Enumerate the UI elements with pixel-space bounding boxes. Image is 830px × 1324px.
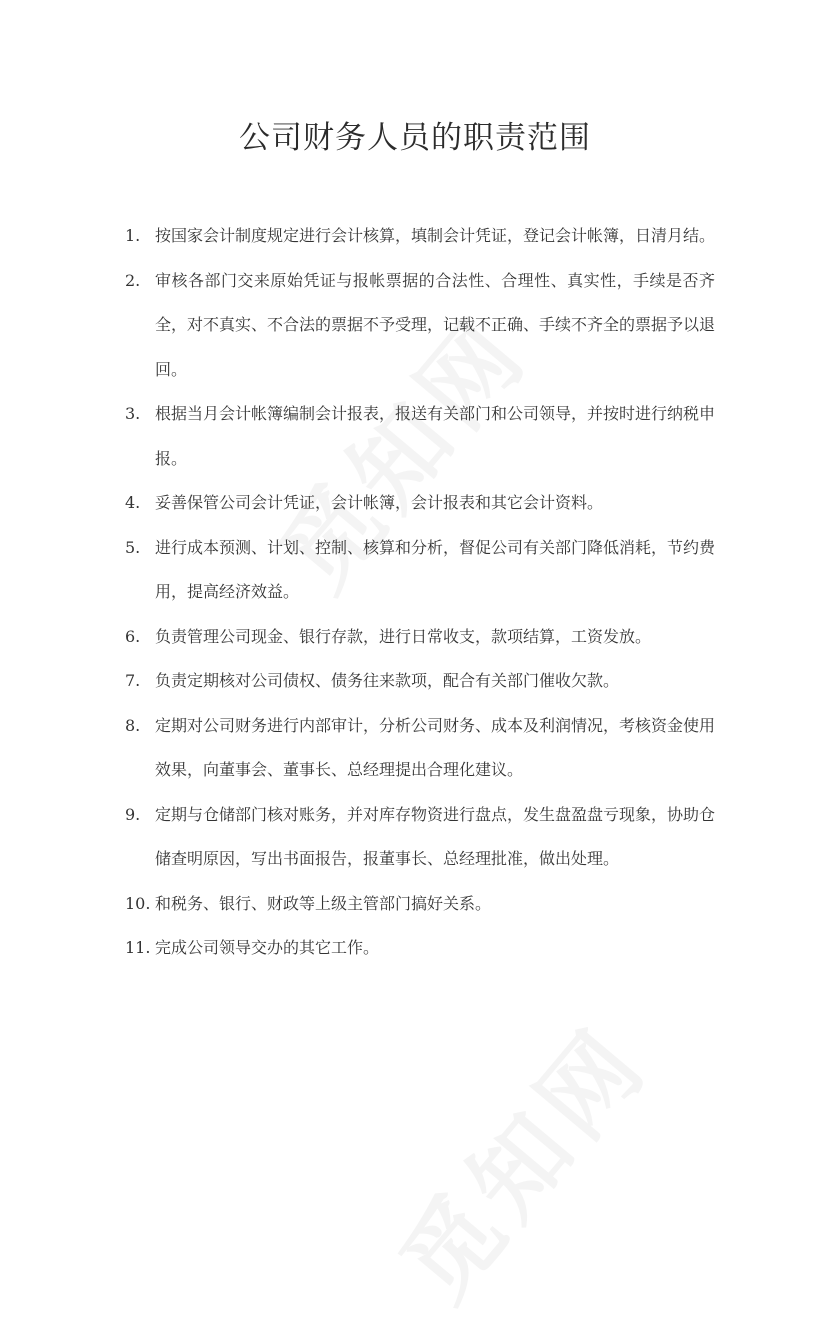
item-text: 妥善保管公司会计凭证，会计帐簿，会计报表和其它会计资料。: [155, 493, 604, 512]
item-text: 按国家会计制度规定进行会计核算，填制会计凭证，登记会计帐簿，日清月结。: [155, 226, 716, 245]
item-number: 11.: [125, 938, 151, 957]
item-number: 8.: [125, 715, 141, 735]
list-item: [125, 392, 715, 481]
item-number: 2.: [125, 270, 141, 290]
item-number: 9.: [125, 804, 141, 824]
page-title: 公司财务人员的职责范围: [239, 120, 591, 156]
list-item: [125, 926, 715, 971]
responsibility-list: [125, 214, 715, 971]
list-item: [125, 793, 715, 882]
item-number: 10.: [125, 893, 151, 913]
item-text: 定期对公司财务进行内部审计，分析公司财务、成本及利润情况，考核资金使用效果，向董事会、董事长、总经理提出合理化建议。: [155, 715, 716, 779]
item-text: 审核各部门交来原始凭证与报帐票据的合法性、合理性、真实性，手续是否齐全，对不真实、不合法的票据不予受理，记载不正确、手续不齐全的票据予以退回。: [155, 270, 716, 379]
list-item: [125, 214, 715, 259]
list-item: [125, 882, 715, 927]
item-text: 负责定期核对公司债权、债务往来款项，配合有关部门催收欠款。: [155, 671, 620, 690]
item-text: 完成公司领导交办的其它工作。: [155, 938, 380, 957]
item-text: 负责管理公司现金、银行存款，进行日常收支，款项结算，工资发放。: [155, 626, 652, 646]
item-number: 3.: [125, 404, 141, 423]
list-item: [125, 481, 715, 526]
item-number: 6.: [125, 626, 141, 646]
watermark: [364, 993, 673, 1324]
list-item: [125, 615, 715, 660]
item-number: 7.: [125, 671, 141, 690]
item-text: 和税务、银行、财政等上级主管部门搞好关系。: [155, 893, 492, 913]
item-number: 1.: [125, 226, 141, 245]
list-item: [125, 526, 715, 615]
item-number: 5.: [125, 537, 141, 557]
item-number: 4.: [125, 493, 141, 512]
item-text: 根据当月会计帐簿编制会计报表，报送有关部门和公司领导，并按时进行纳税申报。: [155, 404, 716, 468]
item-text: 进行成本预测、计划、控制、核算和分析，督促公司有关部门降低消耗，节约费用，提高经济效益。: [155, 537, 716, 601]
list-item: [125, 704, 715, 793]
item-text: 定期与仓储部门核对账务，并对库存物资进行盘点，发生盘盈盘亏现象，协助仓储查明原因，写出书面报告，报董事长、总经理批准，做出处理。: [155, 804, 716, 868]
list-item: [125, 259, 715, 393]
list-item: [125, 659, 715, 704]
